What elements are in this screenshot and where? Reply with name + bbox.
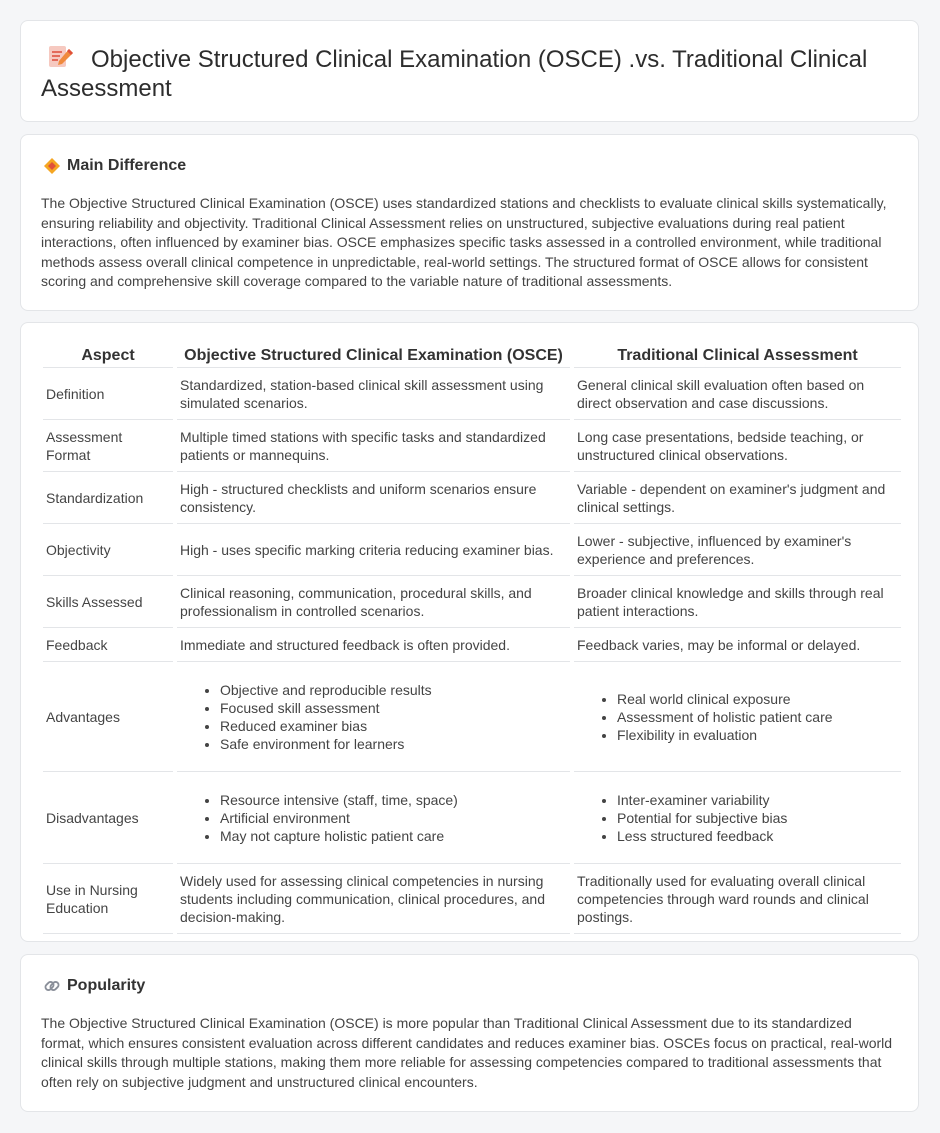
comparison-table <box>39 341 905 935</box>
list-item: • Inter-examiner variability <box>617 791 898 809</box>
osce-cell: Multiple timed stations with specific tasks and standardized patients or mannequins. <box>177 421 570 472</box>
traditional-cell: General clinical skill evaluation often based on direct observation and case discussions. <box>574 369 901 420</box>
list-item: • Reduced examiner bias <box>220 717 567 735</box>
list-item: • Safe environment for learners <box>220 735 567 753</box>
table-row <box>43 473 901 524</box>
table-header-row <box>43 342 901 368</box>
header-aspect: Aspect <box>43 342 173 368</box>
header-traditional: Traditional Clinical Assessment <box>574 342 901 368</box>
table-row-disadvantages <box>43 773 901 864</box>
osce-disadvantages-list <box>180 791 567 845</box>
aspect-cell: Skills Assessed <box>43 577 173 628</box>
osce-disadvantages-cell <box>177 773 570 864</box>
link-icon <box>43 977 61 995</box>
diamond-icon <box>43 157 61 175</box>
traditional-advantages-list <box>577 690 898 744</box>
aspect-cell: Assessment Format <box>43 421 173 472</box>
main-difference-heading: Main Difference <box>41 155 898 176</box>
header-osce: Objective Structured Clinical Examination (OSCE) <box>177 342 570 368</box>
osce-advantages-list <box>180 681 567 753</box>
list-item: • Focused skill assessment <box>220 699 567 717</box>
list-item: • Resource intensive (staff, time, space) <box>220 791 567 809</box>
title-card <box>20 20 919 122</box>
aspect-cell: Disadvantages <box>43 773 173 864</box>
aspect-cell: Feedback <box>43 629 173 662</box>
traditional-cell: Long case presentations, bedside teaching, or unstructured clinical observations. <box>574 421 901 472</box>
aspect-cell: Standardization <box>43 473 173 524</box>
table-row-nursing <box>43 865 901 934</box>
list-item: • Less structured feedback <box>617 827 898 845</box>
table-row <box>43 421 901 472</box>
popularity-card <box>20 954 919 1112</box>
list-item: • Real world clinical exposure <box>617 690 898 708</box>
aspect-cell: Use in Nursing Education <box>43 865 173 934</box>
aspect-cell: Definition <box>43 369 173 420</box>
popularity-text: The Objective Structured Clinical Examination (OSCE) is more popular than Traditional Clinical Assessment due to its standardized format, which ensures consistent evaluation across different candidates and reduces examiner bias. OSCEs focus on practical, real-world clinical skills through multiple stations, making them more reliable for assessing competencies compared to traditional assessments that often rely on subjective judgment and unstructured clinical encounters. <box>41 1015 893 1090</box>
page-title <box>41 43 898 103</box>
traditional-disadvantages-list <box>577 791 898 845</box>
list-item: • Assessment of holistic patient care <box>617 708 898 726</box>
traditional-cell: Feedback varies, may be informal or delayed. <box>574 629 901 662</box>
list-item: • Flexibility in evaluation <box>617 726 898 744</box>
table-row-advantages <box>43 663 901 772</box>
table-row <box>43 577 901 628</box>
list-item: • Artificial environment <box>220 809 567 827</box>
osce-cell: Standardized, station-based clinical skill assessment using simulated scenarios. <box>177 369 570 420</box>
list-item: • May not capture holistic patient care <box>220 827 567 845</box>
osce-cell: High - uses specific marking criteria reducing examiner bias. <box>177 525 570 576</box>
edit-document-icon <box>45 43 79 71</box>
main-difference-card <box>20 134 919 311</box>
popularity-heading: Popularity <box>41 975 898 996</box>
traditional-cell: Broader clinical knowledge and skills through real patient interactions. <box>574 577 901 628</box>
page-title-text: Objective Structured Clinical Examination (OSCE) .vs. Traditional Clinical Assessment <box>41 46 868 102</box>
traditional-advantages-cell <box>574 663 901 772</box>
traditional-cell: Traditionally used for evaluating overall clinical competencies through ward rounds and clinical postings. <box>574 865 901 934</box>
osce-advantages-cell <box>177 663 570 772</box>
osce-cell: Immediate and structured feedback is often provided. <box>177 629 570 662</box>
traditional-cell: Lower - subjective, influenced by examiner's experience and preferences. <box>574 525 901 576</box>
main-difference-text: The Objective Structured Clinical Examination (OSCE) uses standardized stations and checklists to evaluate clinical skills systematically, ensuring reliability and objectivity. Traditional Clinical Assessment relies on unstructured, subjective evaluations during real patient interactions, often influenced by examiner bias. OSCE emphasizes specific tasks assessed in a controlled environment, while traditional methods assess overall clinical competence in unpredictable, real-world settings. The structured format of OSCE allows for consistent scoring and comprehensive skill coverage compared to the variable nature of traditional assessments. <box>41 195 887 290</box>
osce-cell: Widely used for assessing clinical competencies in nursing students including communication, clinical procedures, and decision-making. <box>177 865 570 934</box>
traditional-cell: Variable - dependent on examiner's judgment and clinical settings. <box>574 473 901 524</box>
aspect-cell: Objectivity <box>43 525 173 576</box>
list-item: • Objective and reproducible results <box>220 681 567 699</box>
table-row <box>43 629 901 662</box>
table-row <box>43 525 901 576</box>
table-row <box>43 369 901 420</box>
aspect-cell: Advantages <box>43 663 173 772</box>
osce-cell: High - structured checklists and uniform scenarios ensure consistency. <box>177 473 570 524</box>
comparison-card <box>20 322 919 942</box>
osce-cell: Clinical reasoning, communication, procedural skills, and professionalism in controlled scenarios. <box>177 577 570 628</box>
list-item: • Potential for subjective bias <box>617 809 898 827</box>
traditional-disadvantages-cell <box>574 773 901 864</box>
